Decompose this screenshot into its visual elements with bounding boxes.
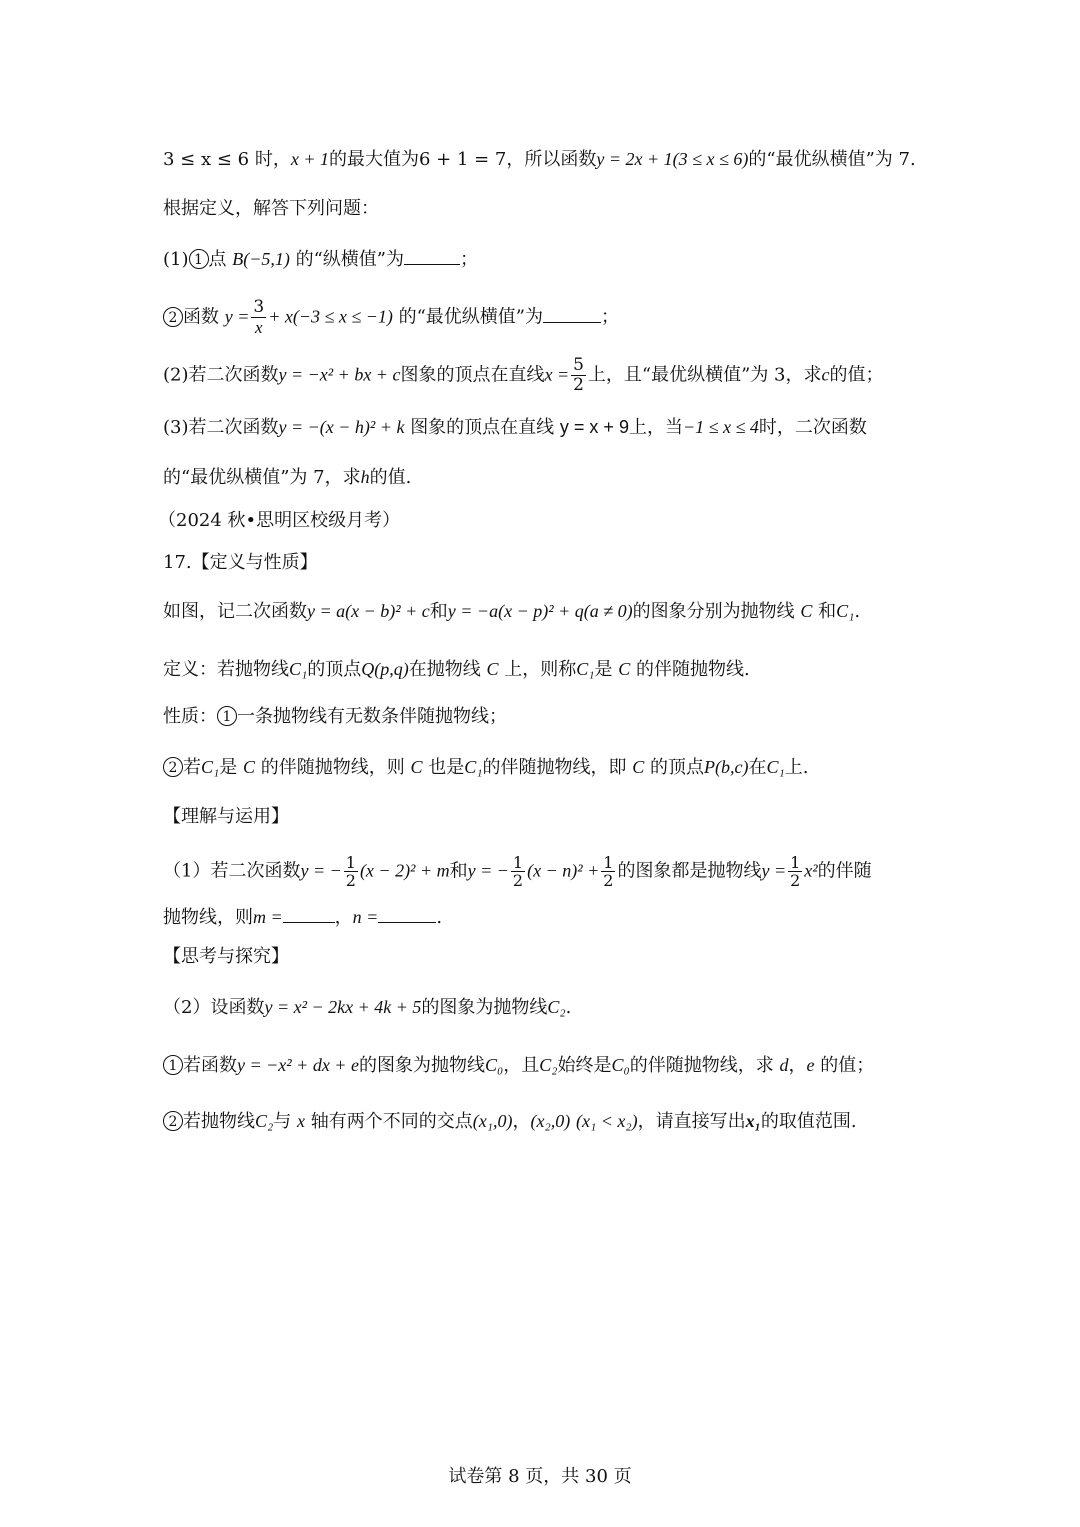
fraction	[344, 854, 358, 889]
text: 在抛物线	[408, 659, 481, 680]
fraction-denominator: x	[255, 318, 263, 337]
fraction	[251, 298, 266, 337]
text: .	[565, 997, 572, 1018]
math-function: y = −x² + bx + c	[278, 364, 401, 385]
text: 一条抛物线有无数条伴随抛物线；	[237, 706, 507, 727]
text: .	[436, 907, 443, 928]
text: 是	[219, 757, 238, 778]
math-expression: x + 1	[290, 149, 329, 169]
text: 上，且“最优纵横值”为 3，求	[587, 364, 822, 386]
math-point: Q(p,q)	[361, 659, 409, 679]
math-variable: C₂	[255, 1111, 274, 1131]
math-variable: C	[410, 757, 423, 777]
text: 也是	[428, 757, 465, 778]
text: 和	[818, 601, 837, 622]
fraction-numerator: 1	[345, 853, 356, 872]
math-variable: C₁	[289, 659, 308, 679]
text: 定义：若抛物线	[163, 659, 289, 680]
math-expression: (x − n)² +	[527, 860, 600, 881]
question-2-2	[163, 1108, 930, 1135]
text: 时，二次函数	[758, 417, 867, 438]
math-function: y = −a(x − p)² + q(a ≠ 0)	[447, 601, 633, 621]
fraction	[788, 854, 802, 889]
text: ，所以函数	[506, 149, 597, 170]
text: (2)若二次函数	[163, 364, 279, 386]
fraction	[571, 356, 586, 395]
text: 和	[449, 860, 468, 882]
text: ，	[788, 1055, 807, 1076]
text: 的伴随	[817, 860, 872, 882]
math-function: y = 2x + 1(3 ≤ x ≤ 6)	[596, 149, 749, 169]
text: 性质：	[163, 706, 217, 727]
math-line: y = x + 9	[559, 417, 629, 437]
math-variable: d	[779, 1055, 789, 1075]
text: 点	[208, 249, 227, 270]
text: 的图象分别为抛物线	[632, 601, 795, 622]
text-line	[163, 464, 930, 491]
math-expression: x²	[804, 860, 818, 881]
answer-blank-n[interactable]	[378, 904, 436, 923]
text: (3)若二次函数	[163, 417, 279, 438]
fraction-denominator: 2	[573, 375, 584, 395]
fraction-denominator: 2	[603, 871, 614, 890]
text: 函数	[183, 306, 219, 328]
text: 轴有两个不同的交点	[310, 1111, 473, 1132]
answer-blank-m[interactable]	[283, 904, 335, 923]
text-line	[163, 904, 930, 931]
circled-number-one: 1	[217, 706, 237, 726]
text: 的图象为抛物线	[421, 997, 548, 1018]
text: 上.	[784, 757, 809, 778]
math-variable: C₁	[201, 757, 220, 777]
text: 上，当	[628, 417, 683, 438]
circled-number-one: 1	[189, 249, 209, 269]
math-point: (x₁,0)	[472, 1111, 513, 1131]
text: 的图象都是抛物线	[617, 860, 762, 882]
math-variable: C	[243, 757, 256, 777]
question-1	[163, 854, 930, 889]
fraction-numerator: 5	[573, 355, 584, 375]
text: 的值.	[369, 467, 412, 488]
math-function: y = −x² + dx + e	[237, 1055, 359, 1075]
question-1-2	[163, 298, 930, 337]
math-expression: y =	[224, 306, 250, 327]
text: 在	[748, 757, 767, 778]
math-variable: C₁	[836, 601, 855, 621]
property-line	[163, 704, 930, 730]
text: 的顶点	[649, 757, 704, 778]
problem-heading: 17.【定义与性质】	[163, 552, 318, 573]
math-function: y = −(x − h)² + k	[278, 417, 405, 437]
fraction-numerator: 1	[603, 853, 614, 872]
page-footer: 试卷第 8 页，共 30 页	[448, 1466, 632, 1487]
circled-number-two: 2	[163, 757, 183, 777]
text: ，请直接写出	[637, 1111, 746, 1132]
text: 的顶点	[307, 659, 362, 680]
source-note: （2024 秋•思明区校级月考）	[158, 510, 401, 531]
text: .	[854, 601, 861, 622]
text: 的伴随抛物线，即	[482, 757, 627, 778]
text: 的伴随抛物线，则	[260, 757, 405, 778]
text: 的“最优纵横值”为	[398, 306, 544, 328]
math-variable: C	[486, 659, 499, 679]
math-variable: c	[821, 364, 830, 385]
math-point: B(−5,1)	[232, 249, 290, 269]
text: 如图，记二次函数	[163, 601, 307, 622]
text: （2）设函数	[163, 997, 265, 1018]
text: 抛物线，则	[163, 907, 253, 928]
text: 的伴随抛物线.	[636, 659, 750, 680]
fraction	[511, 854, 525, 889]
fraction-denominator: 2	[345, 871, 356, 890]
fraction-numerator: 1	[790, 853, 801, 872]
text: 的值；	[829, 364, 884, 386]
fraction-denominator: 2	[512, 871, 524, 890]
text: 的取值范围.	[760, 1111, 857, 1132]
question-2	[163, 994, 930, 1021]
text: ，	[512, 1111, 531, 1132]
math-variable: x	[297, 1111, 305, 1131]
fraction-numerator: 1	[512, 853, 524, 872]
answer-blank[interactable]	[404, 246, 460, 265]
text: ；	[460, 249, 479, 270]
math-expression: x =	[544, 364, 570, 385]
text: 图象的顶点在直线	[400, 364, 545, 386]
property-line	[163, 754, 930, 781]
math-expression: y =	[761, 860, 787, 881]
text: （1）若二次函数	[163, 860, 301, 882]
math-variable: C₁	[766, 757, 785, 777]
math-point: (x₂,0)	[530, 1111, 571, 1131]
math-variable: C₂	[539, 1055, 558, 1075]
math-condition: −1 ≤ x ≤ 4	[682, 417, 759, 437]
math-expression: + x(−3 ≤ x ≤ −1)	[268, 306, 393, 327]
question-2	[163, 356, 930, 395]
text: 的图象为抛物线	[358, 1055, 485, 1076]
math-variable: C₂	[547, 997, 566, 1017]
math-variable: C₀	[611, 1055, 630, 1075]
question-2-1	[163, 1052, 930, 1079]
math-expression: y = −	[300, 860, 342, 881]
text: 的最大值为	[328, 149, 419, 170]
text: 若	[183, 757, 201, 778]
text: 的“最优纵横值”为 7.	[748, 149, 916, 170]
text: 与	[273, 1111, 292, 1132]
math-variable: h	[360, 467, 370, 487]
circled-number-two: 2	[163, 1111, 183, 1131]
math-variable: e	[806, 1055, 815, 1075]
text: 的伴随抛物线，求	[629, 1055, 774, 1076]
text: 始终是	[557, 1055, 612, 1076]
text: ，且	[503, 1055, 540, 1076]
question-1-1	[163, 246, 930, 273]
math-condition: (x₁ < x₂)	[575, 1111, 638, 1131]
math-variable: C₁	[464, 757, 483, 777]
math-expression: 6 + 1 = 7	[418, 149, 507, 170]
text-line	[163, 146, 930, 173]
text: 上，则称	[504, 659, 577, 680]
fraction	[601, 854, 615, 889]
text: 和	[429, 601, 448, 622]
math-expression: (x − 2)² + m	[359, 860, 450, 881]
text: 的“纵横值”为	[295, 249, 405, 270]
circled-number-one: 1	[163, 1055, 183, 1075]
math-variable: C	[800, 601, 813, 621]
math-function: y = x² − 2kx + 4k + 5	[264, 997, 422, 1017]
math-condition: 3 ≤ x ≤ 6 时，	[163, 149, 291, 170]
text-line: 根据定义，解答下列问题：	[163, 198, 379, 219]
text: 是	[594, 659, 613, 680]
math-expression: m =	[253, 907, 283, 927]
text: ；	[601, 306, 620, 328]
question-number: (1)	[163, 249, 189, 270]
text: 的“最优纵横值”为 7，求	[163, 467, 361, 488]
math-variable: x₁	[745, 1111, 761, 1131]
question-3	[163, 414, 930, 441]
math-function: y = a(x − b)² + c	[307, 601, 430, 621]
math-variable: C₁	[576, 659, 595, 679]
text: ，	[334, 907, 353, 928]
section-heading: 【思考与探究】	[163, 946, 289, 967]
math-expression: n =	[352, 907, 379, 927]
math-variable: C	[618, 659, 631, 679]
fraction-numerator: 3	[253, 297, 265, 317]
definition-line	[163, 656, 930, 683]
math-expression: y = −	[467, 860, 509, 881]
circled-number-two: 2	[163, 307, 183, 327]
text: 若抛物线	[183, 1111, 255, 1132]
text: 的值；	[820, 1055, 875, 1076]
fraction-denominator: 2	[790, 871, 801, 890]
math-variable: C	[632, 757, 645, 777]
answer-blank[interactable]	[543, 304, 601, 323]
math-point: P(b,c)	[703, 757, 749, 777]
math-variable: C₀	[484, 1055, 504, 1075]
text-line	[163, 598, 930, 625]
section-heading: 【理解与运用】	[163, 806, 289, 827]
text: 图象的顶点在直线	[410, 417, 555, 438]
text: 若函数	[183, 1055, 237, 1076]
